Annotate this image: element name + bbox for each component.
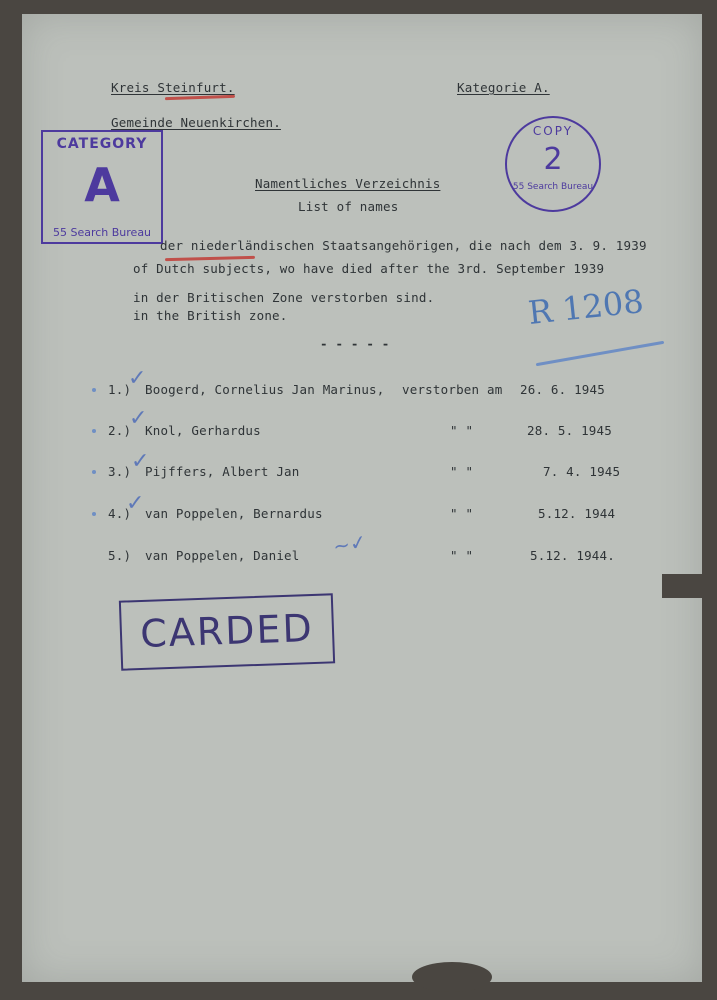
- entry-status: " ": [450, 506, 474, 521]
- entry-name: Knol, Gerhardus: [145, 423, 261, 438]
- entry-name: Pijffers, Albert Jan: [145, 464, 300, 479]
- intro-line-3: in der Britischen Zone verstorben sind.: [133, 290, 435, 305]
- margin-dot: [92, 470, 96, 474]
- check-mark-icon: ✓: [126, 491, 145, 516]
- category-stamp-title: CATEGORY: [56, 136, 148, 152]
- entry-number: 3.): [108, 464, 132, 479]
- category-stamp-letter: A: [84, 158, 120, 212]
- intro-line-2: of Dutch subjects, wo have died after the 3rd. September 1939: [133, 261, 605, 276]
- entry-status: verstorben am: [402, 382, 503, 397]
- check-mark-icon: ✓: [129, 406, 148, 431]
- entry-number: 2.): [108, 423, 132, 438]
- margin-dot: [92, 429, 96, 433]
- margin-dot: [92, 512, 96, 516]
- entry-number: 4.): [108, 506, 132, 521]
- category-label: Kategorie A.: [457, 80, 550, 95]
- category-stamp: [41, 130, 163, 244]
- torn-edge: [662, 574, 702, 598]
- carded-stamp: [119, 593, 335, 670]
- entry-status: " ": [450, 464, 474, 479]
- intro-line-1: der niederländischen Staatsangehörigen, die nach dem 3. 9. 1939: [160, 238, 647, 253]
- entry-number: 5.): [108, 548, 132, 563]
- title-english: List of names: [298, 199, 399, 214]
- separator: - - - - -: [320, 336, 390, 351]
- district-label: Kreis Steinfurt.: [111, 80, 235, 95]
- title-german: Namentliches Verzeichnis: [255, 176, 441, 191]
- torn-edge: [412, 962, 492, 992]
- copy-stamp-number: 2: [543, 142, 563, 177]
- entry-date: 7. 4. 1945: [543, 464, 621, 479]
- entry-name: van Poppelen, Bernardus: [145, 506, 323, 521]
- handwritten-reference: R 1208: [526, 282, 646, 332]
- category-stamp-bureau: 55 Search Bureau: [52, 226, 152, 239]
- copy-stamp-bureau: 55 Search Bureau: [512, 182, 594, 192]
- entry-name: Boogerd, Cornelius Jan Marinus,: [145, 382, 385, 397]
- pencil-scribble-icon: ∼✓: [331, 529, 369, 559]
- intro-line-4: in the British zone.: [133, 308, 288, 323]
- entry-status: " ": [450, 548, 474, 563]
- entry-date: 5.12. 1944: [538, 506, 616, 521]
- entry-number: 1.): [108, 382, 132, 397]
- municipality-label: Gemeinde Neuenkirchen.: [111, 115, 281, 130]
- check-mark-icon: ✓: [131, 449, 150, 474]
- margin-dot: [92, 388, 96, 392]
- entry-name: van Poppelen, Daniel: [145, 548, 300, 563]
- copy-stamp-label: COPY: [532, 124, 574, 138]
- entry-date: 28. 5. 1945: [527, 423, 612, 438]
- entry-date: 5.12. 1944.: [530, 548, 615, 563]
- copy-stamp: [505, 116, 601, 212]
- carded-stamp-text: CARDED: [139, 605, 315, 657]
- entry-status: " ": [450, 423, 474, 438]
- check-mark-icon: ✓: [128, 366, 147, 391]
- entry-date: 26. 6. 1945: [520, 382, 605, 397]
